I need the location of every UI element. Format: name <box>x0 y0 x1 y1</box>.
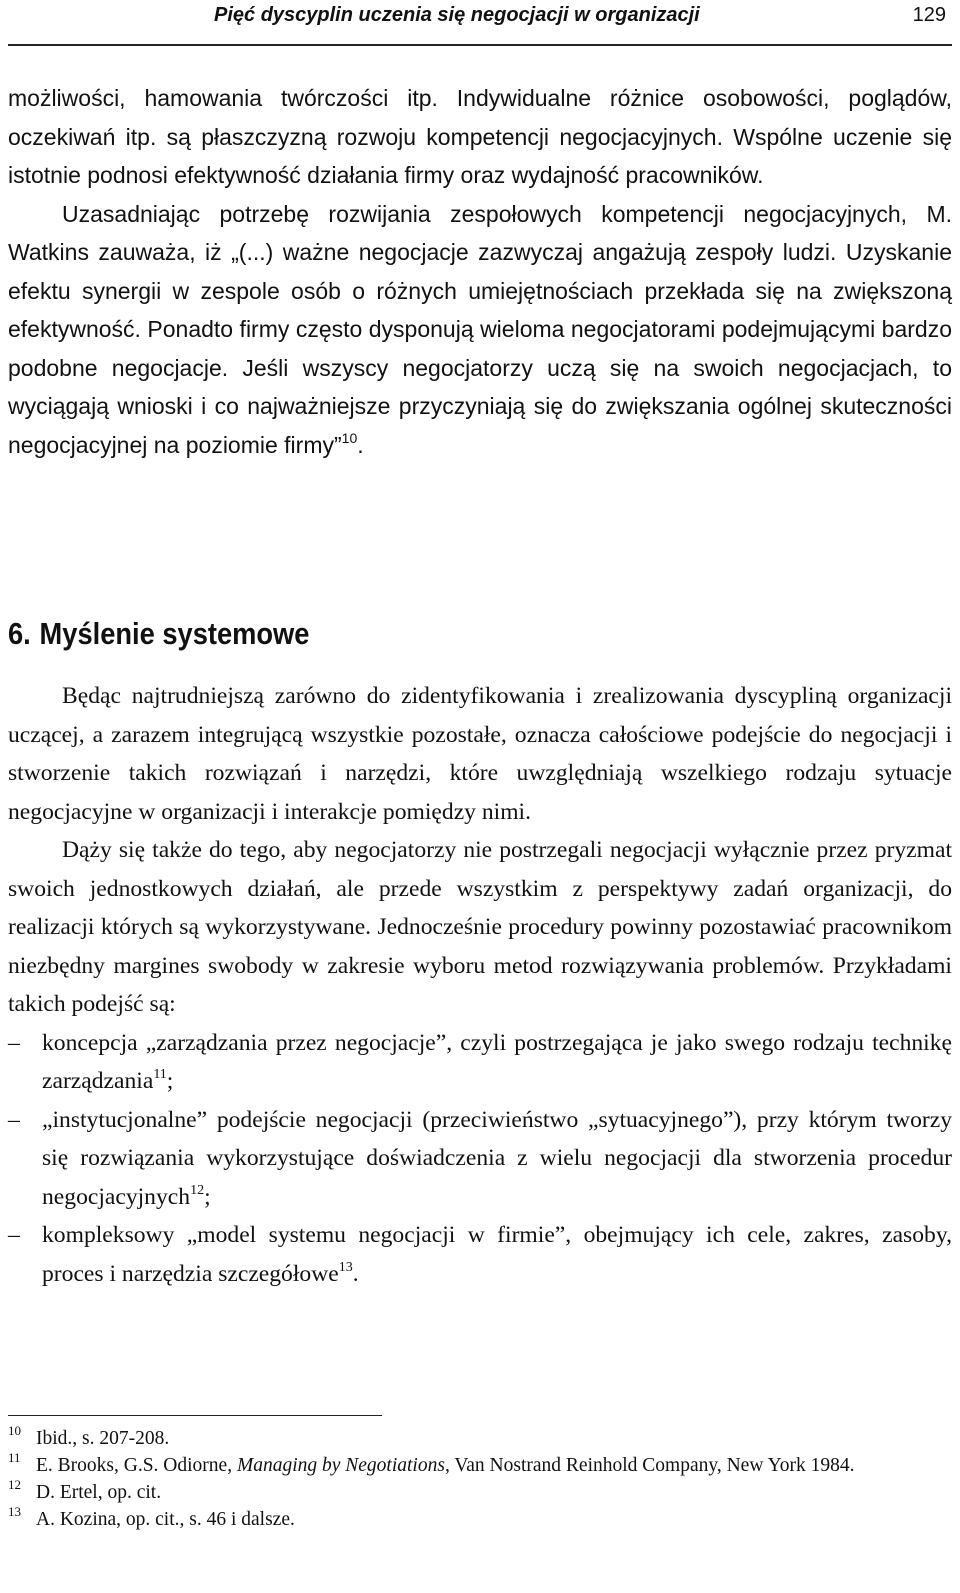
intro-text <box>8 79 952 464</box>
footnote-10 <box>8 1425 952 1452</box>
footnotes <box>8 1425 952 1533</box>
list-item-end: ; <box>166 1068 174 1094</box>
footnote-authors: E. Brooks, G.S. Odiorne, <box>36 1455 237 1476</box>
dash-icon: – <box>8 1222 20 1248</box>
dash-icon: – <box>8 1029 20 1056</box>
list-item <box>8 1216 952 1293</box>
intro-paragraph-1: możliwości, hamowania twórczości itp. Indywidualne różnice osobowości, poglądów, oczekiwań itp. są płaszczyzną rozwoju kompetencji negocjacyjnych. Wspólne uczenie się istotnie podnosi efektywność działania firmy oraz wydajność pracowników. <box>8 85 952 188</box>
footnote-13 <box>8 1506 952 1533</box>
footnote-number: 13 <box>8 1504 21 1519</box>
running-title: Pięć dyscyplin uczenia się negocjacji w organizacji <box>214 4 700 26</box>
footnote-text: Ibid., s. 207-208. <box>36 1428 170 1449</box>
list-item-end: . <box>352 1260 359 1287</box>
watkins-quote: Uzasadniając potrzebę rozwijania zespołowych kompetencji negocjacyjnych, M. Watkins zauważa, iż „(...) ważne negocjacje zazwyczaj angażują zespoły ludzi. Uzyskanie efektu synergii w zespole osób o różnych umiejętnościach przekłada się na zwiększoną efektywność. Ponadto firmy często dysponują wieloma negocjatorami podejmującymi bardzo podobne negocjacje. Jeśli wszyscy negocjatorzy uczą się na swoich negocjacjach, to wyciągają wnioski i co najważniejsze przyczyniają się do zwiększania ogólnej skuteczności negocjacyjnej na poziomie firmy” <box>8 200 952 458</box>
footnote-divider <box>8 1415 382 1416</box>
footnote-number: 10 <box>8 1423 21 1438</box>
section-body <box>8 677 952 1293</box>
running-header <box>8 0 952 46</box>
section-title: Myślenie systemowe <box>39 616 310 651</box>
footnote-ref-10[interactable]: 10 <box>341 429 358 446</box>
page-number: 129 <box>912 4 946 26</box>
section-heading <box>8 616 309 652</box>
dash-icon: – <box>8 1106 20 1133</box>
approaches-list <box>8 1024 952 1294</box>
list-item-text: koncepcja „zarządzania przez negocjacje”, czyli postrzegająca je jako swego rodzaju technikę zarządzania <box>42 1029 952 1094</box>
list-item-text: kompleksowy „model systemu negocjacji w firmie”, obejmujący ich cele, zakres, zasoby, proces i narzędzia szczegółowe <box>42 1222 952 1287</box>
footnote-text: D. Ertel, op. cit. <box>36 1482 162 1503</box>
footnote-number: 12 <box>8 1477 21 1492</box>
footnote-ref-12[interactable]: 12 <box>190 1182 205 1198</box>
list-item <box>8 1024 952 1101</box>
footnote-number: 11 <box>8 1450 21 1465</box>
footnote-12 <box>8 1479 952 1506</box>
section-number: 6. <box>8 616 31 651</box>
footnote-publisher: , Van Nostrand Reinhold Company, New York 1984. <box>444 1455 855 1476</box>
footnote-ref-13[interactable]: 13 <box>338 1259 353 1275</box>
footnote-text: A. Kozina, op. cit., s. 46 i dalsze. <box>36 1509 295 1530</box>
footnote-ref-11[interactable]: 11 <box>153 1067 167 1082</box>
section-paragraph-2: Dąży się także do tego, aby negocjatorzy nie postrzegali negocjacji wyłącznie przez pryzmat swoich jednostkowych działań, ale przede wszystkim z perspektywy zadań organizacji, do realizacji których są wykorzystywane. Jednocześnie procedury powinny pozostawiać pracownikom niezbędny margines swobody w zakresie wyboru metod rozwiązywania problemów. Przykładami takich podejść są: <box>8 837 952 1017</box>
section-paragraph-1: Będąc najtrudniejszą zarówno do zidentyfikowania i zrealizowania dyscypliną organizacji uczącej, a zarazem integrującą wszystkie pozostałe, oznacza całościowe podejście do negocjacji i stworzenie takich rozwiązań i narzędzi, które uwzględniają wszelkiego rodzaju sytuacje negocjacyjne w organizacji i interakcje pomiędzy nimi. <box>8 683 952 825</box>
intro-paragraph-2 <box>8 195 952 465</box>
list-item-end: ; <box>204 1183 211 1210</box>
footnote-book-title: Managing by Negotiations <box>236 1455 445 1476</box>
list-item <box>8 1101 952 1217</box>
list-item-text: „instytucjonalne” podejście negocjacji (przeciwieństwo „sytuacyjnego”), przy którym tworzy się rozwiązania wykorzystujące doświadczenia z wielu negocjacji dla stworzenia procedur negocjacyjnych <box>42 1106 952 1210</box>
footnote-11 <box>8 1452 952 1479</box>
sentence-end: . <box>357 431 364 458</box>
